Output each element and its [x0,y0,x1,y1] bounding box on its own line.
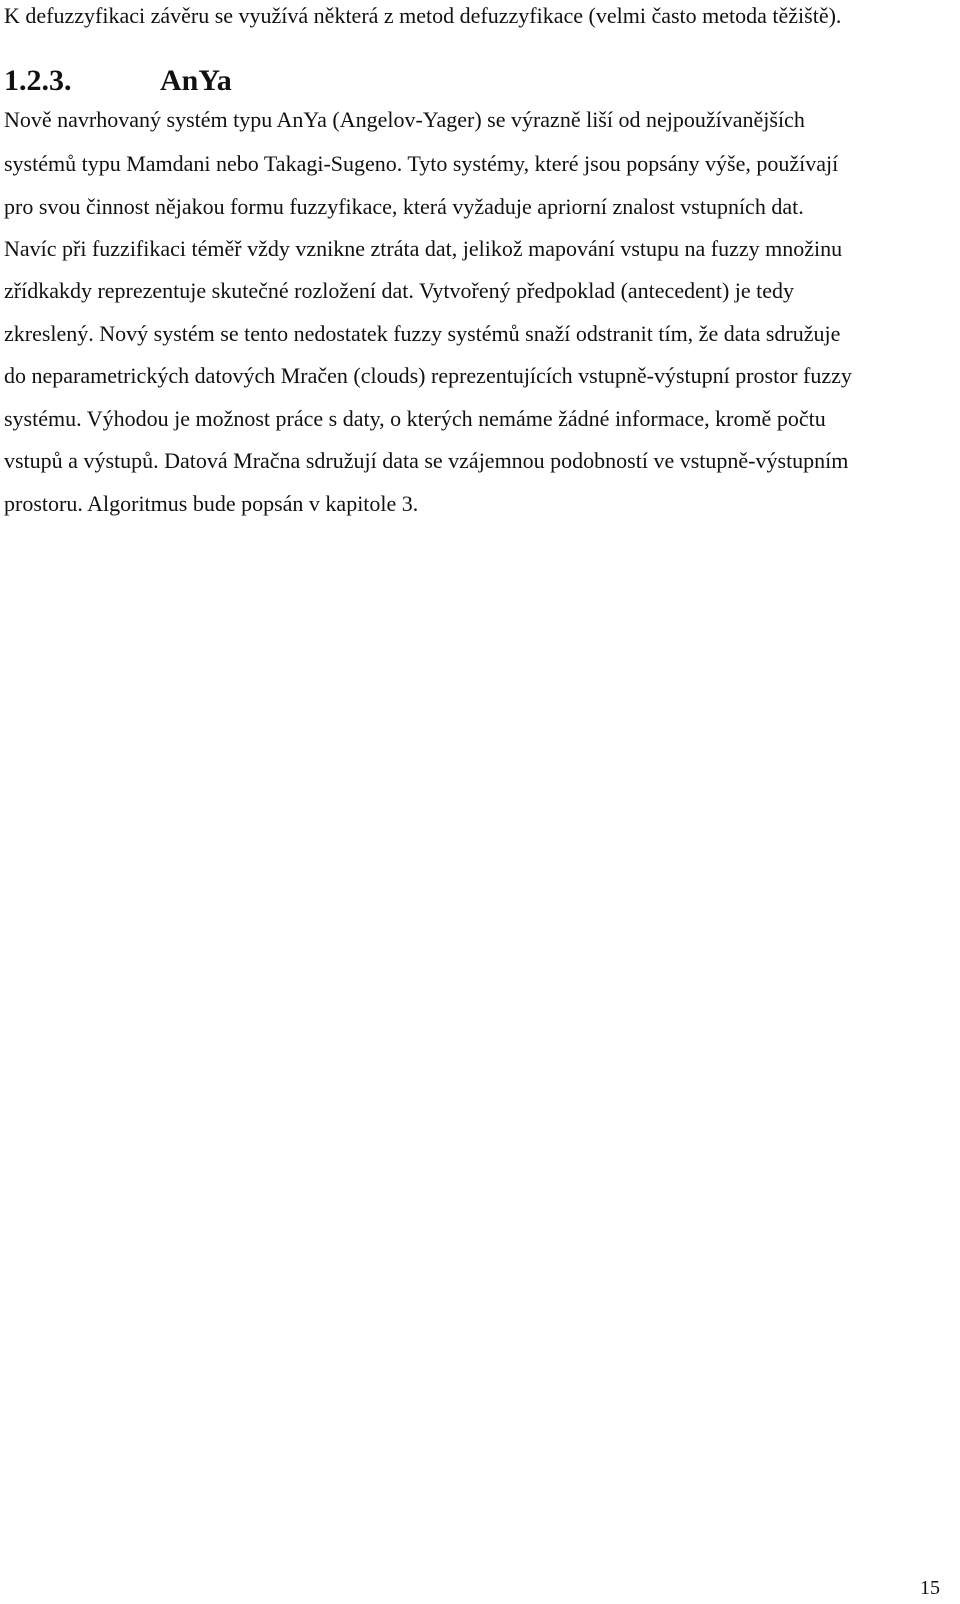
paragraph-line: systému. Výhodou je možnost práce s daty, o kterých nemáme žádné informace, kromě počtu [4,406,826,431]
section-heading [4,64,232,98]
paragraph-line: vstupů a výstupů. Datová Mračna sdružují data se vzájemnou podobností ve vstupně-výstupním [4,448,849,473]
paragraph-line: pro svou činnost nějakou formu fuzzyfikace, která vyžaduje apriorní znalost vstupních dat. [4,194,804,219]
section-number: 1.2.3. [4,64,72,97]
paragraph-line: zřídkakdy reprezentuje skutečné rozložení dat. Vytvořený předpoklad (antecedent) je tedy [4,278,795,303]
paragraph-line: Nově navrhovaný systém typu AnYa (Angelov-Yager) se výrazně liší od nejpoužívanějších [4,107,805,132]
intro-line: K defuzzyfikaci závěru se využívá některá z metod defuzzyfikace (velmi často metoda těžiště). [4,3,842,28]
paragraph-line: systémů typu Mamdani nebo Takagi-Sugeno. Tyto systémy, které jsou popsány výše, používají [4,151,839,176]
page-number: 15 [920,1577,940,1599]
paragraph-line: prostoru. Algoritmus bude popsán v kapitole 3. [4,491,419,516]
section-title: AnYa [160,64,232,97]
paragraph-line: Navíc při fuzzifikaci téměř vždy vznikne ztráta dat, jelikož mapování vstupu na fuzzy množinu [4,236,843,261]
paragraph-line: zkreslený. Nový systém se tento nedostatek fuzzy systémů snaží odstranit tím, že data sdružuje [4,321,841,346]
paragraph-line: do neparametrických datových Mračen (clouds) reprezentujících vstupně-výstupní prostor fuzzy [4,363,852,388]
